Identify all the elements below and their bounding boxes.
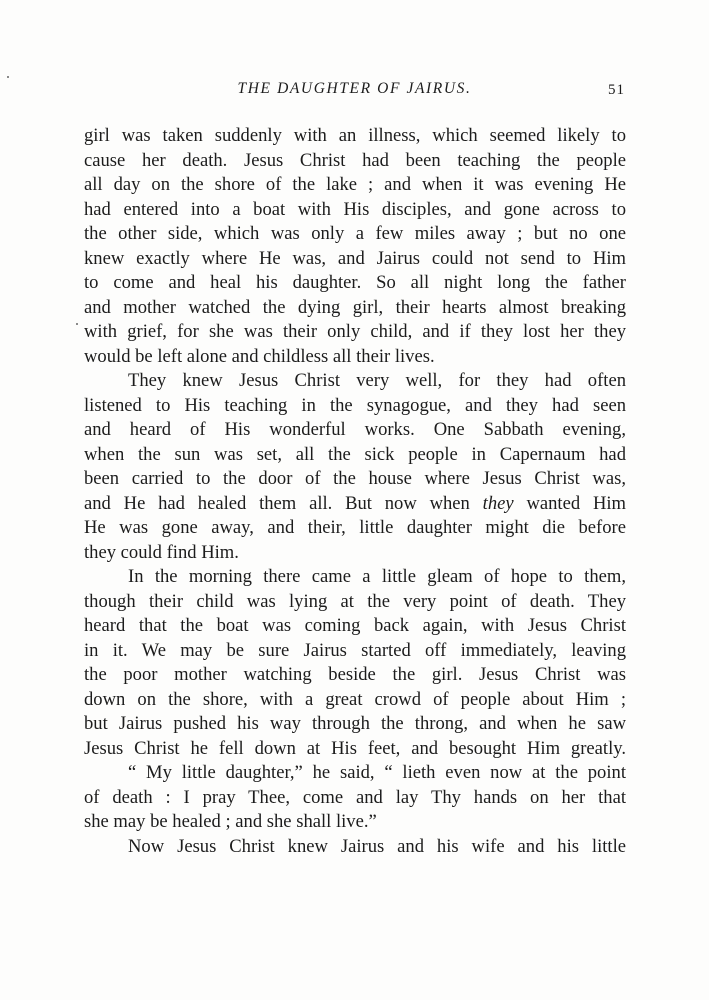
body-text xyxy=(84,124,626,859)
running-title: THE DAUGHTER OF JAIRUS. xyxy=(237,80,472,97)
text-line: Now Jesus Christ knew Jairus and his wife and his little xyxy=(128,835,626,857)
text-line: though their child was lying at the very point of death. They xyxy=(84,590,626,612)
text-line: cause her death. Jesus Christ had been teaching the people xyxy=(84,149,626,171)
text-line: They knew Jesus Christ very well, for they had often xyxy=(128,370,626,391)
text-line: knew exactly where He was, and Jairus could not send to Him xyxy=(84,247,626,269)
text-segment: and He had healed them all. But now when xyxy=(84,492,470,514)
text-line: with grief, for she was their only child, and if they lost her they xyxy=(84,321,626,342)
text-line: heard that the boat was coming back again, with Jesus Christ xyxy=(84,615,626,636)
text-line: but Jairus pushed his way through the throng, and when he saw xyxy=(84,713,626,734)
text-line: Jesus Christ he fell down at His feet, and besought Him greatly. xyxy=(84,737,626,759)
text-line: of death : I pray Thee, come and lay Thy hands on her that xyxy=(84,786,626,808)
text-line: In the morning there came a little gleam of hope to them, xyxy=(128,566,626,587)
text-line: the other side, which was only a few miles away ; but no one xyxy=(84,223,626,244)
text-line: and heard of His wonderful works. One Sabbath evening, xyxy=(84,419,626,440)
text-line: when the sun was set, all the sick people in Capernaum had xyxy=(84,443,626,465)
text-line: in it. We may be sure Jairus started off immediately, leaving xyxy=(84,639,626,661)
print-speck xyxy=(7,76,9,78)
text-line: the poor mother watching beside the girl. Jesus Christ was xyxy=(84,664,626,685)
text-line: would be left alone and childless all their lives. xyxy=(84,345,435,367)
italic-word: they xyxy=(482,492,514,514)
page-number: 51 xyxy=(608,82,625,98)
text-line: girl was taken suddenly with an illness, which seemed likely to xyxy=(84,125,626,146)
text-line: and mother watched the dying girl, their hearts almost breaking xyxy=(84,296,626,318)
running-head xyxy=(84,78,625,104)
text-line: they could find Him. xyxy=(84,541,239,563)
text-line: He was gone away, and their, little daughter might die before xyxy=(84,517,626,538)
print-speck xyxy=(76,323,78,325)
text-line: down on the shore, with a great crowd of people about Him ; xyxy=(84,688,626,710)
text-segment: wanted Him xyxy=(526,492,627,514)
text-line xyxy=(84,492,626,517)
text-line: been carried to the door of the house where Jesus Christ was, xyxy=(84,468,626,489)
text-line: “ My little daughter,” he said, “ lieth even now at the point xyxy=(128,762,626,783)
text-line: had entered into a boat with His disciples, and gone across to xyxy=(84,198,626,220)
text-line: to come and heal his daughter. So all night long the father xyxy=(84,272,626,293)
text-line: listened to His teaching in the synagogue, and they had seen xyxy=(84,394,626,416)
text-line: all day on the shore of the lake ; and when it was evening He xyxy=(84,174,626,195)
text-line: she may be healed ; and she shall live.” xyxy=(84,811,377,832)
